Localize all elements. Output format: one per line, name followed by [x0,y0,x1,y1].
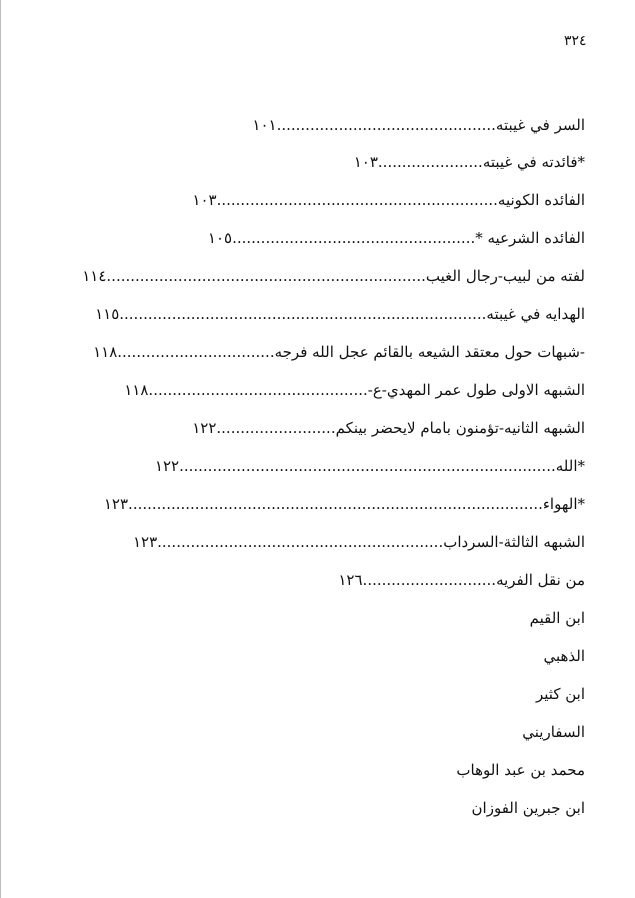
toc-entry-page: ١٢٣ [103,495,129,513]
toc-entry-page: ١٠٣ [353,153,378,171]
toc-entry [115,190,585,210]
toc-entry [95,304,585,324]
toc-entry-title: *الهواء [542,495,585,513]
toc-entry-page: ١٠٣ [192,191,217,209]
toc-entry-title: محمد بن عبد الوهاب [456,761,585,779]
toc-entry [132,532,585,552]
toc-entry-page: ١٢٢ [192,419,217,437]
toc-entry-leader: ...................... [377,153,483,171]
toc-entry-page: ١٢٣ [132,533,158,551]
toc-entry [93,342,585,362]
toc-entry-page: ١١٤ [82,267,107,285]
toc-entry-leader: .............................................. [276,116,496,134]
toc-entry-title: السر في غيبته [495,116,585,134]
toc-entry-title: الفائده الشرعيه * [475,229,585,247]
toc-entry [145,228,585,248]
toc-entry-leader: ........................................................... [216,191,498,209]
toc-entry-page: ١١٨ [93,343,118,361]
toc-entry-page: ١٢٢ [154,457,180,475]
toc-entry [115,380,585,400]
toc-entry-leader: ............................................................................. [119,305,487,323]
toc-entry-leader: ....................................................................................... [128,495,543,513]
toc-entry [385,684,585,704]
toc-entry-title: السفاريني [522,723,585,741]
toc-entry-title: الشبهه الاولى طول عمر المهدي-ع- [367,381,585,399]
toc-entry-leader: ............................................................ [157,533,444,551]
toc-entry-leader: .............................................. [148,381,368,399]
toc-entry [385,760,585,780]
toc-entry-leader: ................................................................... [106,267,426,285]
toc-entry [140,418,585,438]
toc-entry-leader: ............................ [362,571,497,589]
toc-entry-title: الشبهه الثانيه-تؤمنون بامام لايحضر بينكم [335,419,585,437]
toc-entry [115,115,585,135]
toc-entry-title: الهدايه في غيبته [486,305,585,323]
toc-entry-leader: ................................. [117,343,275,361]
toc-entry [245,570,585,590]
toc-entry-leader: ................................................... [232,229,476,247]
table-of-contents [1,0,635,898]
toc-entry-title: الفائده الكونيه [497,191,585,209]
toc-entry-title: *فائدته في غيبته [482,153,585,171]
toc-entry [154,456,585,476]
toc-entry [103,494,585,514]
toc-entry-title: لفته من لبيب-رجال الغيب [425,267,585,285]
toc-entry-title: ابن كثير [536,685,585,703]
toc-entry [385,646,585,666]
toc-entry-title: -شبهات حول معتقد الشيعه بالقائم عجل الله فرجه [274,343,585,361]
toc-entry-title: ابن جبرين الفوزان [471,799,585,817]
toc-entry-leader: ............................................................................... [179,457,556,475]
toc-entry [385,722,585,742]
toc-entry-page: ١٠٥ [207,229,233,247]
toc-entry-title: من نقل الفريه [496,571,585,589]
toc-entry [385,798,585,818]
toc-entry-page: ١٠١ [252,116,277,134]
toc-entry-leader: ......................... [216,419,336,437]
toc-entry-title: *الله [555,457,585,475]
page-number: ٣٢٤ [564,33,587,49]
toc-entry-title: الشبهه الثالثة-السرداب [443,533,585,551]
toc-entry-title: الذهبي [543,647,585,665]
toc-entry [385,608,585,628]
toc-entry [82,266,585,286]
toc-entry [245,152,585,172]
toc-entry-page: ١١٥ [95,305,120,323]
toc-entry-page: ١١٨ [124,381,149,399]
toc-entry-title: ابن القيم [529,609,585,627]
toc-entry-page: ١٢٦ [338,571,363,589]
